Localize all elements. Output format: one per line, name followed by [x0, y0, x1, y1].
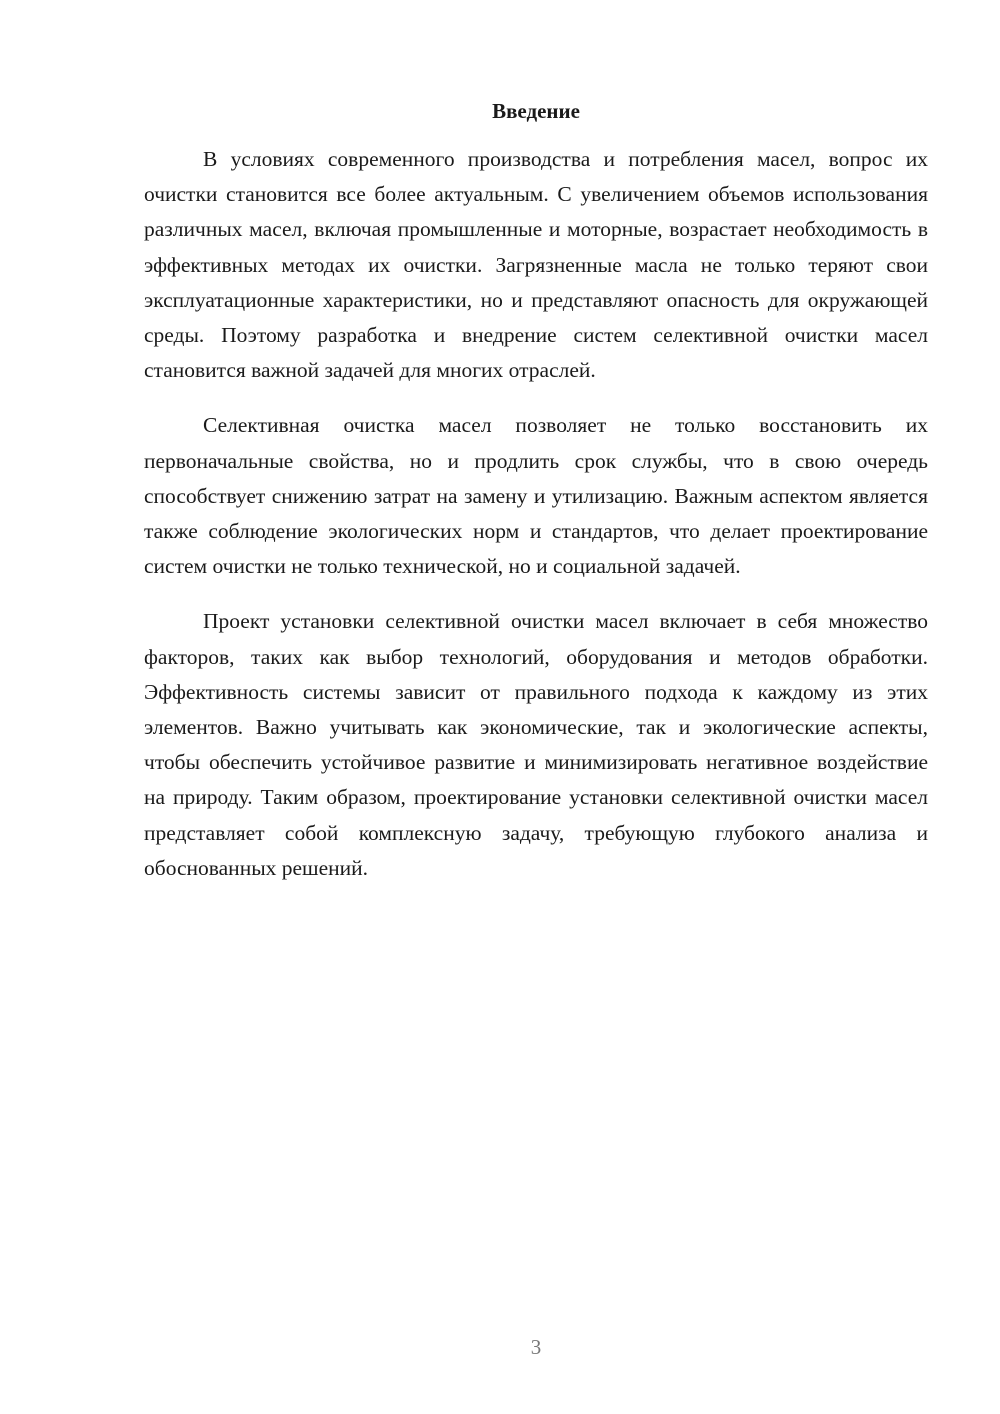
paragraph-2: Селективная очистка масел позволяет не только восстановить их первоначальные свойства, но и продлить срок службы, что в свою очередь способствует снижению затрат на замену и утилизацию. Важным аспектом является также соблюдение экологических норм и стандартов, что делает проектирование систем очистки не только технической, но и социальной задачей. [144, 413, 928, 579]
section-title: Введение [492, 99, 580, 123]
page-number: 3 [530, 1335, 542, 1359]
paragraph-3: Проект установки селективной очистки масел включает в себя множество факторов, таких как выбор технологий, оборудования и методов обработки. Эффективность системы зависит от правильного подхода к каждому из этих элементов. Важно учитывать как экономические, так и экологические аспекты, чтобы обеспечить устойчивое развитие и минимизировать негативное воздействие на природу. Таким образом, проектирование установки селективной очистки масел представляет собой комплексную задачу, требующую глубокого анализа и обоснованных решений. [144, 609, 928, 880]
body-text [144, 142, 928, 906]
paragraph-1: В условиях современного производства и потребления масел, вопрос их очистки становится все более актуальным. С увеличением объемов использования различных масел, включая промышленные и моторные, возрастает необходимость в эффективных методах их очистки. Загрязненные масла не только теряют свои эксплуатационные характеристики, но и представляют опасность для окружающей среды. Поэтому разработка и внедрение систем селективной очистки масел становится важной задачей для многих отраслей. [144, 147, 928, 383]
